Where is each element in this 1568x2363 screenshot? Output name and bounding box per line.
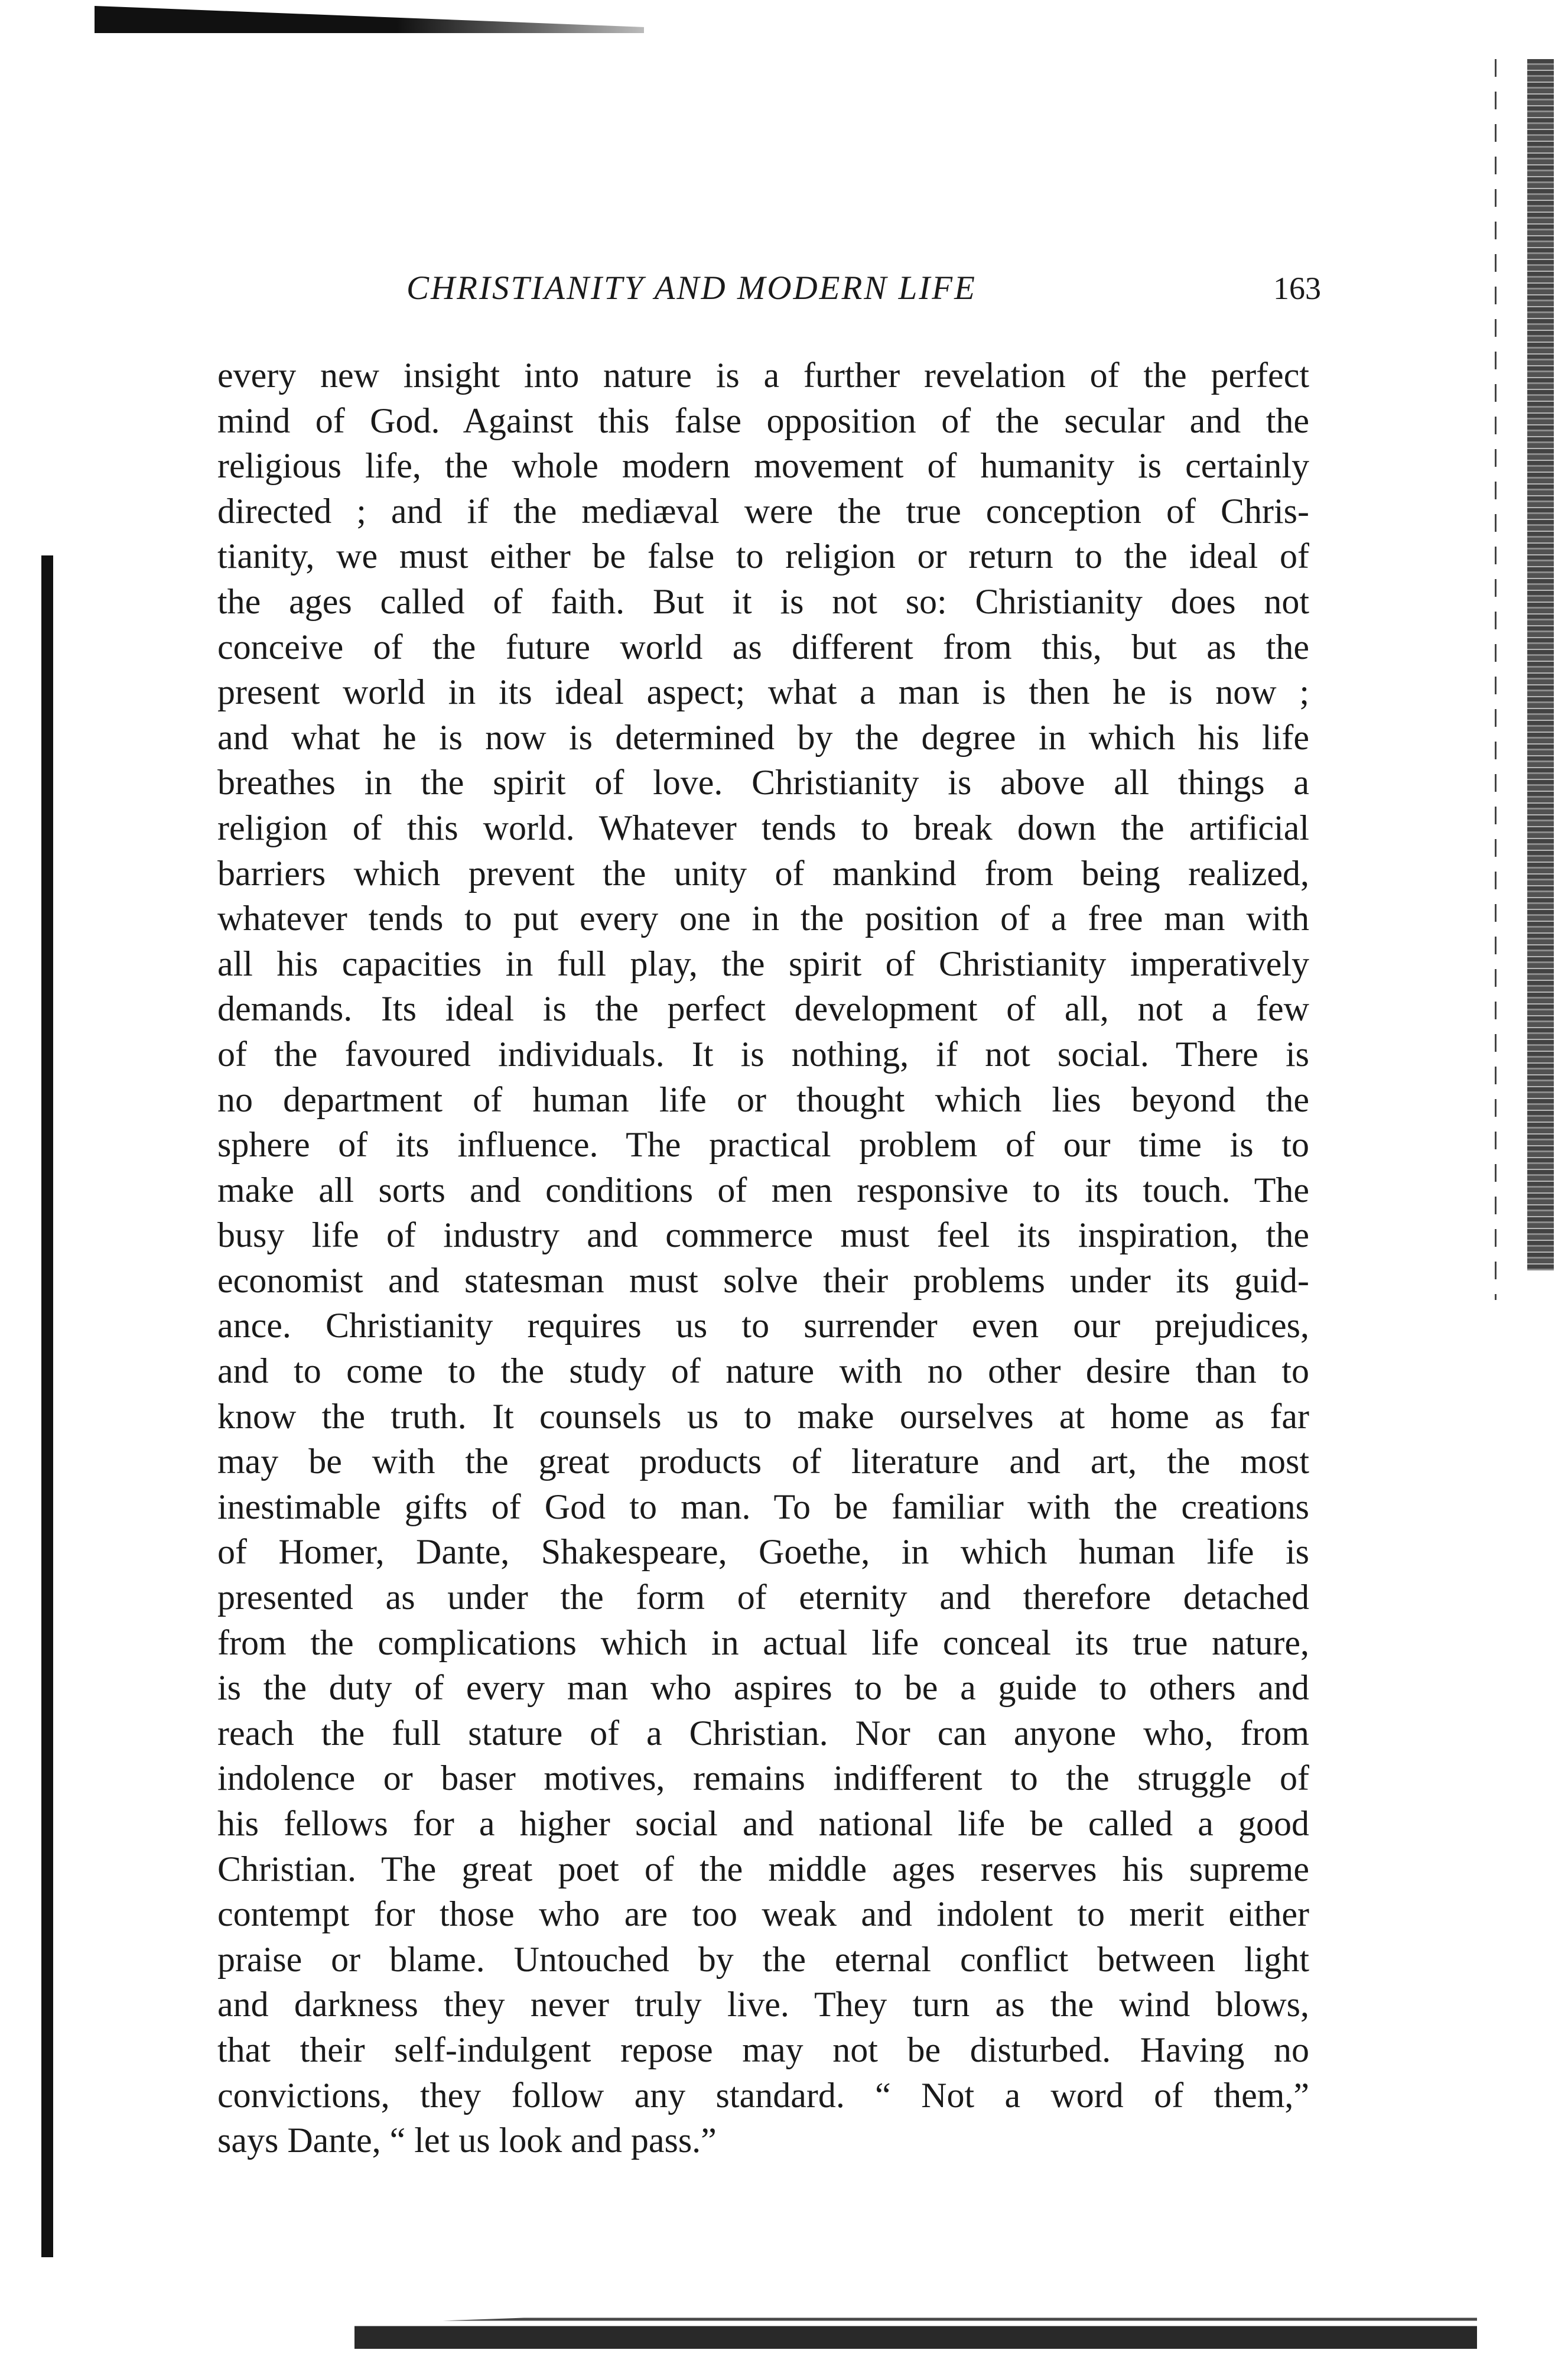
text-line: tianity, we must either be false to religion or return to the ideal of [217,537,1309,576]
text-line: convictions, they follow any standard. “ Not a word of them,” [217,2075,1309,2115]
text-line: present world in its ideal aspect; what a man is then he is now ; [217,672,1309,712]
running-head-title: CHRISTIANITY AND MODERN LIFE [406,269,977,307]
text-line-last: says Dante, “ let us look and pass.” [217,2121,717,2160]
text-line: barriers which prevent the unity of mankind from being realized, [217,853,1309,893]
text-line: economist and statesman must solve their problems under its guid- [217,1260,1309,1300]
body-text [217,353,1309,2163]
text-line: make all sorts and conditions of men responsive to its touch. The [217,1170,1309,1210]
text-line: praise or blame. Untouched by the eternal conflict between light [217,1939,1309,1979]
text-line: and darkness they never truly live. They turn as the wind blows, [217,1985,1309,2024]
text-line: directed ; and if the mediæval were the true conception of Chris- [217,491,1309,531]
text-line: indolence or baser motives, remains indifferent to the struggle of [217,1759,1309,1798]
text-line: breathes in the spirit of love. Christianity is above all things a [217,763,1309,802]
text-line: whatever tends to put every one in the position of a free man with [217,899,1309,938]
text-line: from the complications which in actual life conceal its true nature, [217,1623,1309,1662]
text-line: reach the full stature of a Christian. Nor can anyone who, from [217,1713,1309,1753]
scan-artifact-bottom-bar [354,2307,1477,2349]
scan-artifact-top-bar [95,6,644,33]
text-line: his fellows for a higher social and national life be called a good [217,1804,1309,1843]
text-line: no department of human life or thought which lies beyond the [217,1080,1309,1119]
text-line: religious life, the whole modern movement of humanity is certainly [217,446,1309,486]
scan-artifact-right-rule [1495,59,1497,1300]
text-line: ance. Christianity requires us to surrender even our prejudices, [217,1306,1309,1345]
text-line: demands. Its ideal is the perfect development of all, not a few [217,989,1309,1029]
text-line: contempt for those who are too weak and indolent to merit either [217,1894,1309,1934]
running-head [0,269,1568,316]
text-line: sphere of its influence. The practical problem of our time is to [217,1125,1309,1165]
text-line: the ages called of faith. But it is not so: Christianity does not [217,581,1309,621]
text-line: and to come to the study of nature with no other desire than to [217,1351,1309,1391]
text-line: may be with the great products of literature and art, the most [217,1442,1309,1481]
text-line: of Homer, Dante, Shakespeare, Goethe, in which human life is [217,1532,1309,1572]
text-line: of the favoured individuals. It is nothing, if not social. There is [217,1034,1309,1074]
text-line: presented as under the form of eternity and therefore detached [217,1578,1309,1617]
text-line: is the duty of every man who aspires to be a guide to others and [217,1668,1309,1708]
scan-artifact-left-edge [41,555,53,2257]
text-line: busy life of industry and commerce must feel its inspiration, the [217,1215,1309,1255]
text-line: that their self-indulgent repose may not be disturbed. Having no [217,2030,1309,2069]
text-line: conceive of the future world as different from this, but as the [217,627,1309,667]
text-line: religion of this world. Whatever tends to break down the artificial [217,808,1309,847]
text-line: every new insight into nature is a further revelation of the perfect [217,356,1309,395]
text-line: mind of God. Against this false opposition of the secular and the [217,401,1309,440]
scan-artifact-right-edge [1527,59,1554,1270]
text-line: all his capacities in full play, the spirit of Christianity imperatively [217,944,1309,983]
page-number: 163 [1273,271,1321,306]
text-line: and what he is now is determined by the degree in which his life [217,717,1309,757]
text-line: know the truth. It counsels us to make ourselves at home as far [217,1396,1309,1436]
text-line: inestimable gifts of God to man. To be familiar with the creations [217,1487,1309,1526]
text-line: Christian. The great poet of the middle ages reserves his supreme [217,1849,1309,1889]
